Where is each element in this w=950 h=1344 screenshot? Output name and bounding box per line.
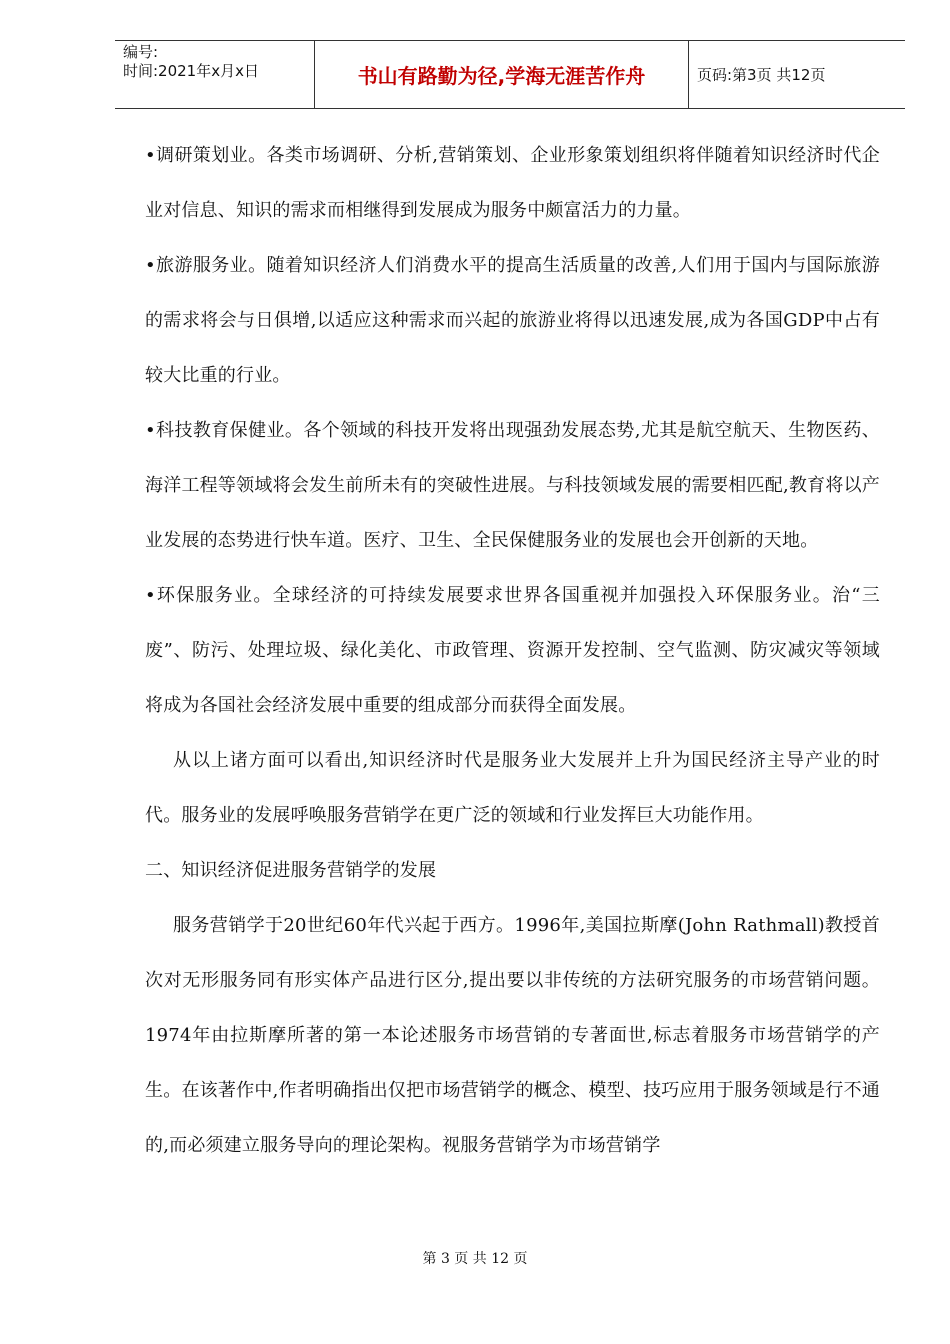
header-page-info: 页码:第3页 共12页: [697, 66, 826, 84]
page-header: [115, 40, 905, 109]
section-heading: 二、知识经济促进服务营销学的发展: [145, 860, 437, 881]
paragraph: •旅游服务业。随着知识经济人们消费水平的提高生活质量的改善,人们用于国内与国际旅游的需求将会与日俱增,以适应这种需求而兴起的旅游业将得以迅速发展,成为各国GDP中占有较大比重的行业。: [145, 255, 880, 386]
paragraph: 从以上诸方面可以看出,知识经济时代是服务业大发展并上升为国民经济主导产业的时代。服务业的发展呼唤服务营销学在更广泛的领域和行业发挥巨大功能作用。: [145, 750, 880, 826]
header-motto: 书山有路勤为径,学海无涯苦作舟: [315, 41, 689, 108]
time-label: 时间:2021年x月x日: [123, 62, 259, 80]
paragraph: 服务营销学于20世纪60年代兴起于西方。1996年,美国拉斯摩(John Rathmall)教授首次对无形服务同有形实体产品进行区分,提出要以非传统的方法研究服务的市场营销问题。1974年由拉斯摩所著的第一本论述服务市场营销的专著面世,标志着服务市场营销学的产生。在该著作中,作者明确指出仅把市场营销学的概念、模型、技巧应用于服务领域是行不通的,而必须建立服务导向的理论架构。视服务营销学为市场营销学: [145, 915, 880, 1156]
document-body: [145, 128, 880, 1173]
page-footer: 第 3 页 共 12 页: [422, 1251, 528, 1267]
paragraph: •调研策划业。各类市场调研、分析,营销策划、企业形象策划组织将伴随着知识经济时代企业对信息、知识的需求而相继得到发展成为服务中颇富活力的力量。: [145, 145, 880, 221]
header-meta: [115, 41, 315, 108]
paragraph: •科技教育保健业。各个领域的科技开发将出现强劲发展态势,尤其是航空航天、生物医药、海洋工程等领域将会发生前所未有的突破性进展。与科技领域发展的需要相匹配,教育将以产业发展的态势进行快车道。医疗、卫生、全民保健服务业的发展也会开创新的天地。: [145, 420, 880, 551]
paragraph: •环保服务业。全球经济的可持续发展要求世界各国重视并加强投入环保服务业。治“三废”、防污、处理垃圾、绿化美化、市政管理、资源开发控制、空气监测、防灾减灾等领域将成为各国社会经济发展中重要的组成部分而获得全面发展。: [145, 585, 880, 716]
number-label: 编号:: [123, 43, 159, 61]
